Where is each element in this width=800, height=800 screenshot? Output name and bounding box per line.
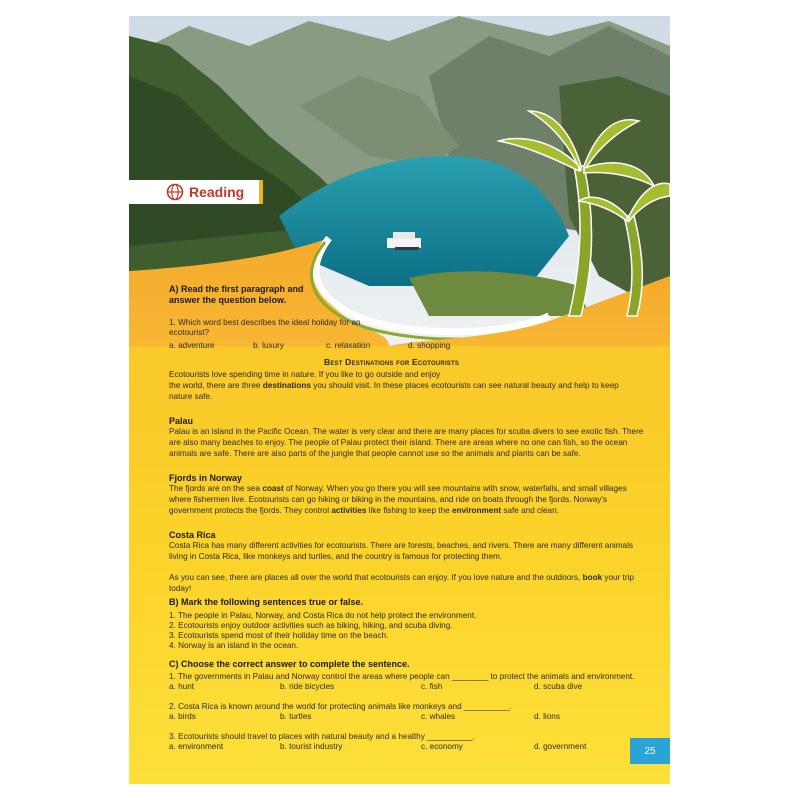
norway-title: Fjords in Norway (169, 473, 243, 483)
part-a-option-c[interactable]: c. relaxation (326, 341, 371, 350)
norway-line3: government protects the fjords. They control activities like fishing to keep the environment safe and clean. (169, 506, 559, 515)
part-a-question-line1: 1. Which word best describes the ideal holiday for an (169, 318, 361, 327)
costa-rica-title: Costa Rica (169, 530, 216, 540)
part-c-q3-option-d[interactable]: d. government (534, 742, 587, 751)
part-c-q2-option-c[interactable]: c. whales (421, 712, 456, 721)
part-c-q1-option-a[interactable]: a. hunt (169, 682, 195, 691)
part-b-item-1: 1. The people in Palau, Norway, and Costa Rica do not help protect the environment. (169, 611, 477, 620)
outro-line2: today! (169, 584, 192, 593)
part-b-heading: B) Mark the following sentences true or false. (169, 597, 364, 607)
costa-rica-line1: Costa Rica has many different activities for ecotourists. There are forests, beaches, and rivers. There are many different animals (169, 541, 634, 550)
part-a-question-line2: ecotourist? (169, 328, 210, 337)
part-a-option-d[interactable]: d. shopping (408, 341, 451, 350)
part-c-q3: 3. Ecotourists should travel to places with natural beauty and a healthy __________. (169, 732, 475, 741)
palau-line1: Palau is an island in the Pacific Ocean. The water is very clear and there are many places for scuba divers to see exotic fish. There (169, 427, 644, 436)
part-c-heading: C) Choose the correct answer to complete the sentence. (169, 659, 410, 669)
part-c-q2: 2. Costa Rica is known around the world for protecting animals like monkeys and __________. (169, 702, 512, 711)
part-b-item-4: 4. Norway is an island in the ocean. (169, 641, 299, 650)
section-tab-label: Reading (189, 184, 245, 200)
norway-line2: where fishermen live. Ecotourists can go hiking or biking in the mountains, and ride on boats through the fjords. Norway's (169, 495, 608, 504)
part-c-q2-option-d[interactable]: d. lions (534, 712, 560, 721)
costa-rica-line2: living in Costa Rica, like monkeys and turtles, and the country is famous for protecting them. (169, 552, 503, 561)
part-c-q1: 1. The governments in Palau and Norway control the areas where people can ________ to protect the animals and environment. (169, 672, 635, 681)
part-c-q3-option-a[interactable]: a. environment (169, 742, 224, 751)
palau-line3: animals are safe. There are also parts of the jungle that people cannot use so the animals and plants can be safe. (169, 449, 581, 458)
part-a-heading-line1: A) Read the first paragraph and (169, 284, 304, 294)
intro-line3: nature safe. (169, 392, 213, 401)
part-a-option-a[interactable]: a. adventure (169, 341, 215, 350)
part-b-item-3: 3. Ecotourists spend most of their holiday time on the beach. (169, 631, 389, 640)
norway-line1: The fjords are on the sea coast of Norway. When you go there you will see mountains with snow, waterfalls, and small villages (169, 484, 627, 493)
part-c-q1-option-c[interactable]: c. fish (421, 682, 443, 691)
part-b-item-2: 2. Ecotourists enjoy outdoor activities such as biking, hiking, and scuba diving. (169, 621, 453, 630)
part-c-q2-option-b[interactable]: b. turtles (280, 712, 312, 721)
part-c-q3-option-c[interactable]: c. economy (421, 742, 463, 751)
palau-title: Palau (169, 416, 194, 426)
outro-line1: As you can see, there are places all over the world that ecotourists can enjoy. If you love nature and the outdoors, book your trip (169, 573, 634, 582)
article-title: Best Destinations for Ecotourists (324, 357, 460, 367)
page-number: 25 (630, 738, 670, 764)
intro-line2: the world, there are three destinations you should visit. In these places ecotourists can see natural beauty and help to keep (169, 381, 619, 390)
part-c-q1-option-d[interactable]: d. scuba dive (534, 682, 583, 691)
part-a-heading-line2: answer the question below. (169, 295, 287, 305)
part-c-q3-option-b[interactable]: b. tourist industry (280, 742, 343, 751)
textbook-page (129, 16, 670, 784)
part-c-q1-option-b[interactable]: b. ride bicycles (280, 682, 335, 691)
part-c-q2-option-a[interactable]: a. birds (169, 712, 196, 721)
intro-line1: Ecotourists love spending time in nature. If you like to go outside and enjoy (169, 370, 441, 379)
palau-line2: are also many beaches to enjoy. The people of Palau protect their island. There are areas where no one can fish, so the ocean (169, 438, 628, 447)
part-a-option-b[interactable]: b. luxury (253, 341, 284, 350)
